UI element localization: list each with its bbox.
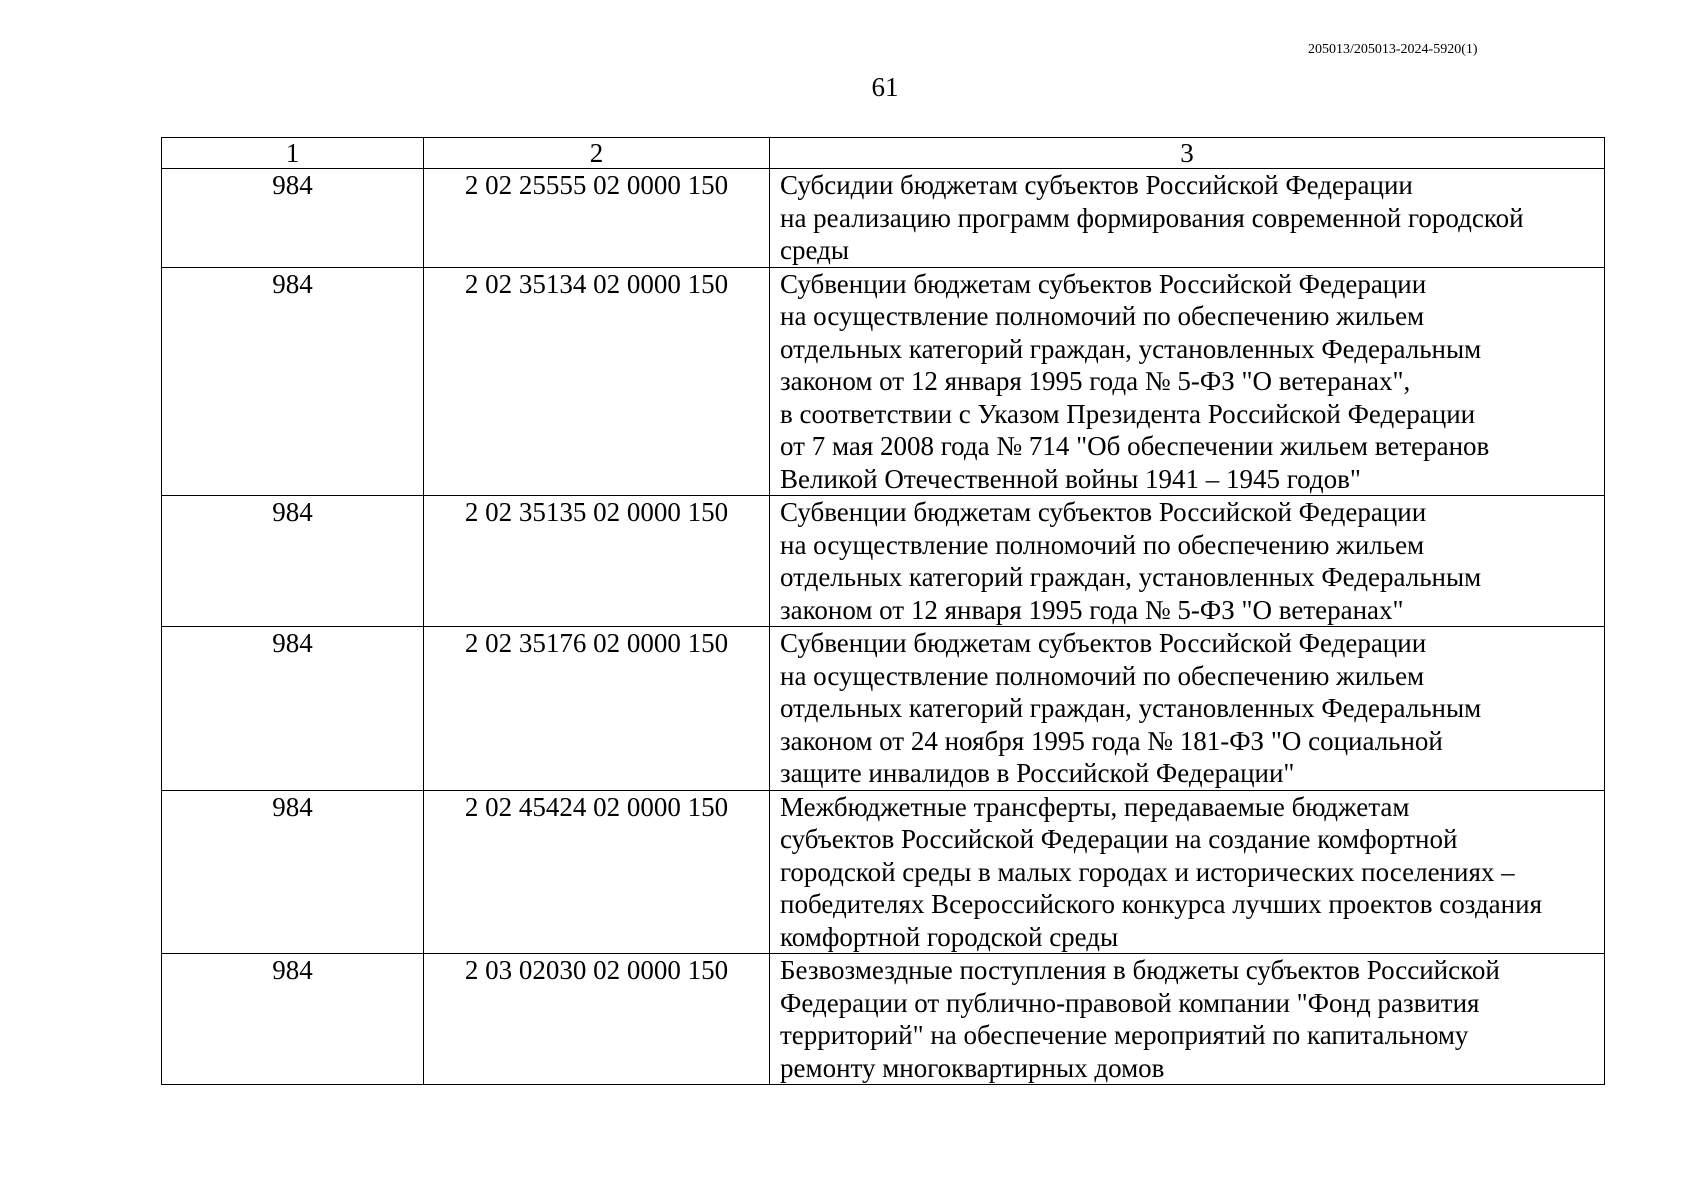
table-row	[162, 627, 1605, 791]
revenue-code-cell: 2 02 35176 02 0000 150	[424, 627, 770, 791]
description-cell	[770, 169, 1605, 268]
description-cell	[770, 627, 1605, 791]
description-line: законом от 24 ноября 1995 года № 181-ФЗ "О социальной	[780, 725, 1443, 756]
revenue-code-cell: 2 02 45424 02 0000 150	[424, 790, 770, 954]
description-line: среды	[780, 235, 849, 265]
description-line: Великой Отечественной войны 1941 – 1945 годов"	[780, 463, 1361, 494]
revenue-code-cell: 2 02 25555 02 0000 150	[424, 169, 770, 268]
table-row	[162, 169, 1605, 268]
description-line: субъектов Российской Федерации на создание комфортной	[780, 824, 1458, 854]
description-line: на осуществление полномочий по обеспечению жильем	[780, 529, 1425, 560]
description-line: комфортной городской среды	[780, 921, 1119, 952]
page-number: 61	[871, 72, 899, 102]
description-line: на осуществление полномочий по обеспечению жильем	[780, 660, 1425, 691]
column-header-1: 1	[162, 138, 424, 169]
table-row	[162, 267, 1605, 496]
admin-code-cell: 984	[162, 267, 424, 496]
table-row	[162, 496, 1605, 627]
description-line: городской среды в малых городах и исторических поселениях –	[780, 856, 1515, 887]
table-row	[162, 790, 1605, 954]
column-header-3: 3	[770, 138, 1605, 169]
description-line: в соответствии с Указом Президента Российской Федерации	[780, 398, 1476, 429]
description-line: защите инвалидов в Российской Федерации"	[780, 758, 1295, 788]
admin-code-cell: 984	[162, 954, 424, 1085]
description-line: Безвозмездные поступления в бюджеты субъектов Российской	[780, 955, 1500, 985]
revenue-code-cell: 2 02 35134 02 0000 150	[424, 267, 770, 496]
revenue-code-cell: 2 02 35135 02 0000 150	[424, 496, 770, 627]
description-line: Межбюджетные трансферты, передаваемые бюджетам	[780, 791, 1410, 822]
description-line: победителях Всероссийского конкурса лучших проектов создания	[780, 889, 1542, 919]
description-cell	[770, 496, 1605, 627]
admin-code-cell: 984	[162, 627, 424, 791]
description-cell	[770, 790, 1605, 954]
description-line: Субвенции бюджетам субъектов Российской Федерации	[780, 628, 1427, 658]
admin-code-cell: 984	[162, 169, 424, 268]
column-header-2: 2	[424, 138, 770, 169]
description-line: Федерации от публично-правовой компании "Фонд развития	[780, 987, 1480, 1018]
description-cell	[770, 267, 1605, 496]
admin-code-cell: 984	[162, 496, 424, 627]
document-id: 205013/205013-2024-5920(1)	[1308, 42, 1478, 57]
table-row	[162, 954, 1605, 1085]
description-cell	[770, 954, 1605, 1085]
description-line: на реализацию программ формирования современной городской	[780, 202, 1524, 233]
description-line: законом от 12 января 1995 года № 5-ФЗ "О ветеранах",	[780, 366, 1411, 396]
description-line: на осуществление полномочий по обеспечению жильем	[780, 301, 1425, 331]
description-line: Субсидии бюджетам субъектов Российской Федерации	[780, 170, 1413, 200]
description-line: законом от 12 января 1995 года № 5-ФЗ "О ветеранах"	[780, 594, 1404, 625]
description-line: отдельных категорий граждан, установленных Федеральным	[780, 693, 1482, 723]
description-line: территорий" на обеспечение мероприятий по капитальному	[780, 1020, 1469, 1050]
description-line: Субвенции бюджетам субъектов Российской Федерации	[780, 268, 1427, 299]
description-line: отдельных категорий граждан, установленных Федеральным	[780, 562, 1482, 592]
description-line: от 7 мая 2008 года № 714 "Об обеспечении жильем ветеранов	[780, 431, 1490, 461]
description-line: ремонту многоквартирных домов	[780, 1052, 1165, 1083]
revenue-code-cell: 2 03 02030 02 0000 150	[424, 954, 770, 1085]
description-line: Субвенции бюджетам субъектов Российской Федерации	[780, 497, 1427, 527]
budget-codes-table	[161, 137, 1605, 1085]
table-header-row	[162, 138, 1605, 169]
admin-code-cell: 984	[162, 790, 424, 954]
description-line: отдельных категорий граждан, установленных Федеральным	[780, 333, 1482, 364]
